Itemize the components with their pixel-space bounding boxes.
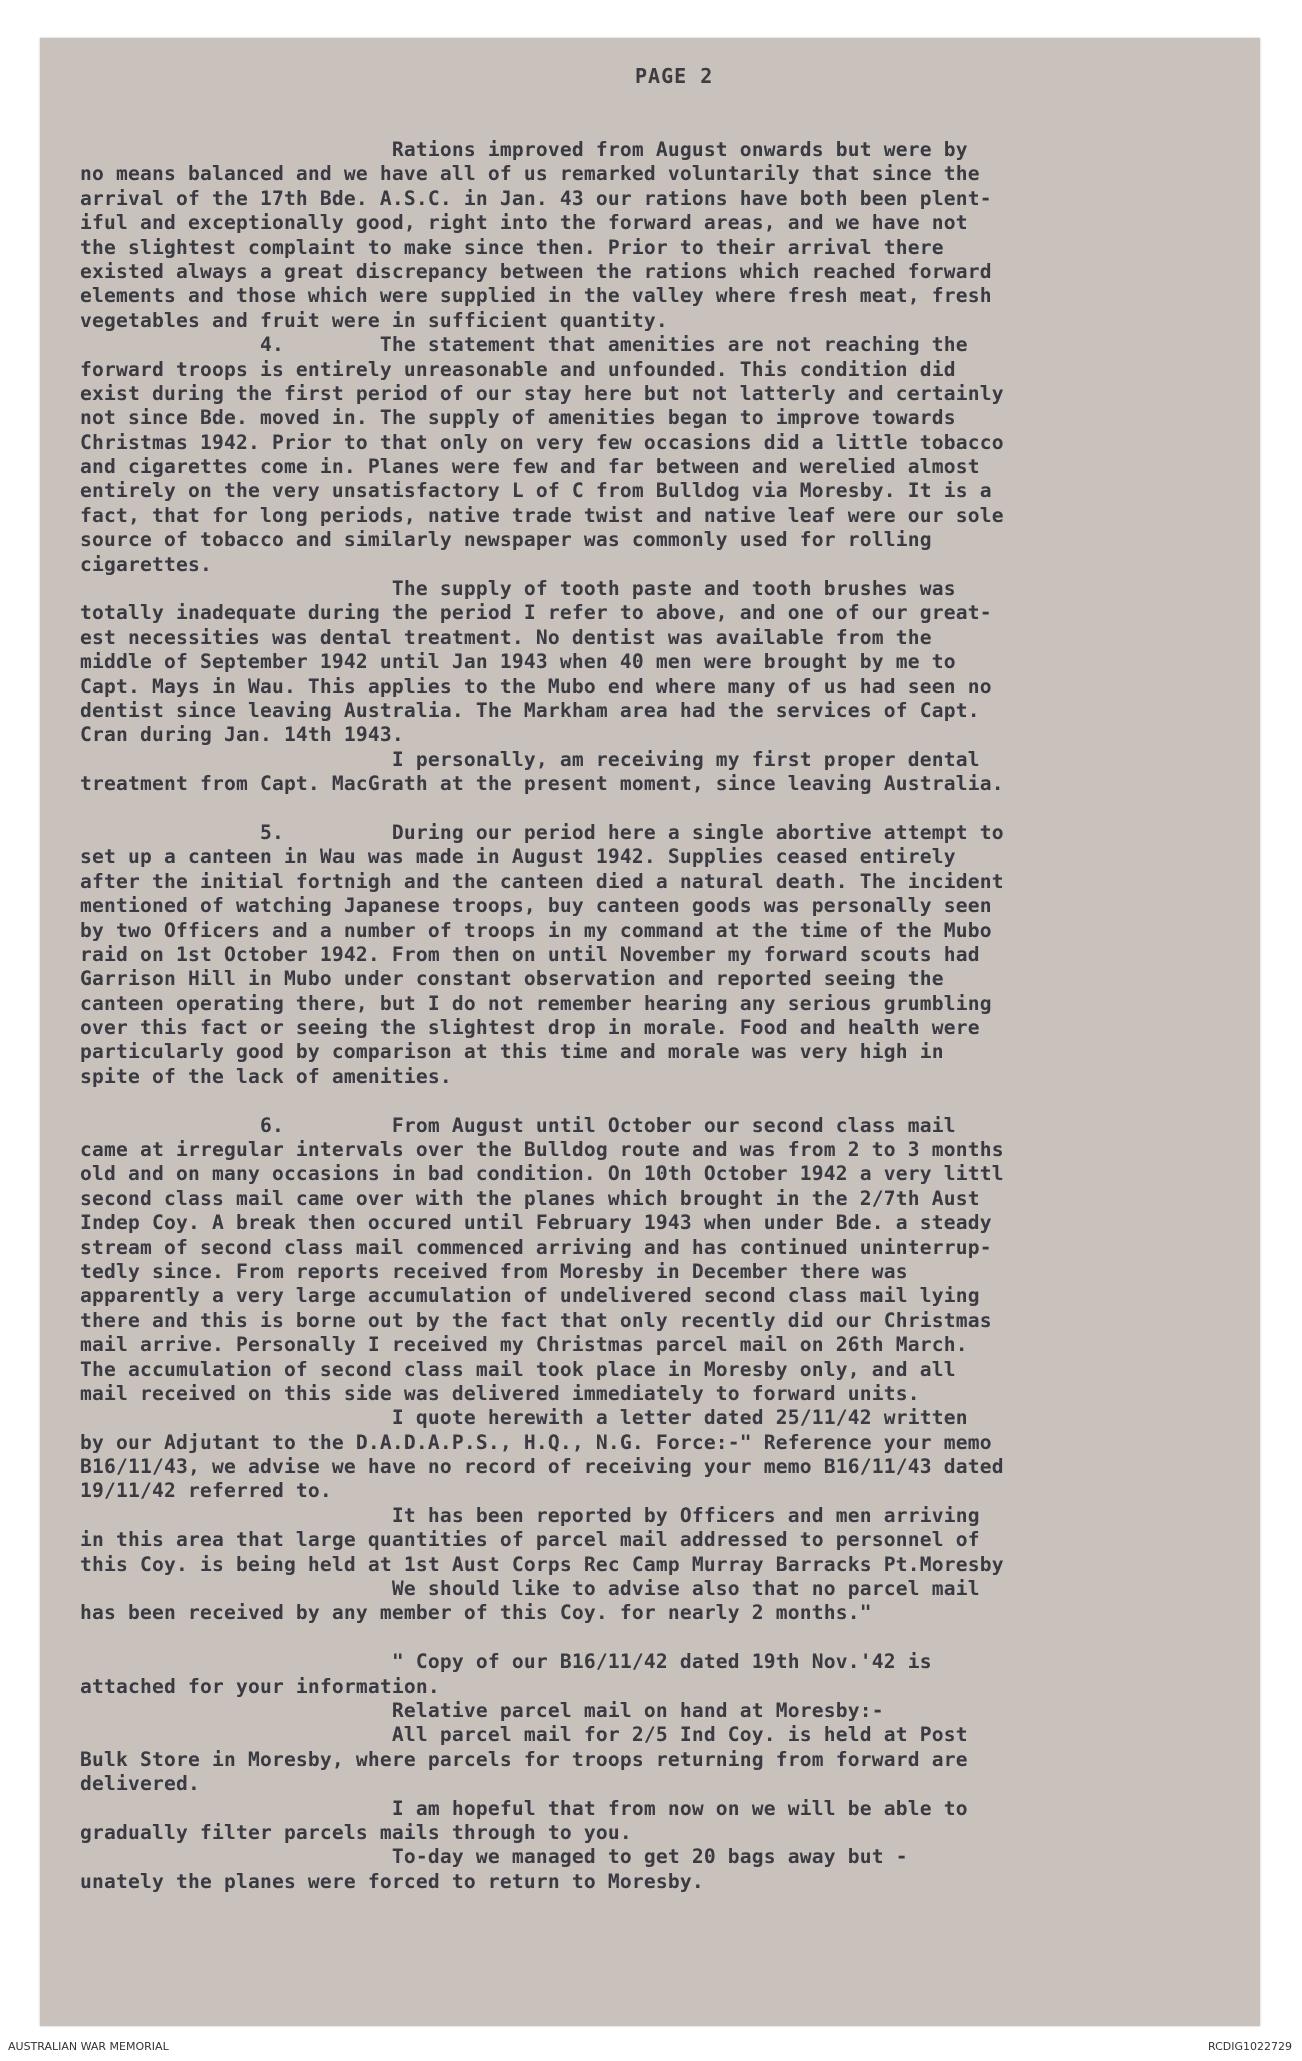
text-line: treatment from Capt. MacGrath at the present moment, since leaving Australia. [80, 772, 1004, 796]
text-line: 6. From August until October our second class mail [80, 1113, 956, 1137]
text-line: Garrison Hill in Mubo under constant observation and reported seeing the [80, 967, 944, 991]
text-line: raid on 1st October 1942. From then on until November my forward scouts had [80, 942, 980, 966]
text-line: est necessities was dental treatment. No dentist was available from the [80, 625, 932, 649]
text-line: existed always a great discrepancy between the rations which reached forward [80, 259, 992, 283]
text-line: Christmas 1942. Prior to that only on very few occasions did a little tobacco [80, 430, 1004, 454]
text-line [80, 797, 1245, 821]
text-line: fact, that for long periods, native trade twist and native leaf were our sole [80, 503, 1004, 527]
text-line: It has been reported by Officers and men arriving [80, 1503, 980, 1527]
text-line: came at irregular intervals over the Bulldog route and was from 2 to 3 months [80, 1138, 1004, 1162]
archive-credit: AUSTRALIAN WAR MEMORIAL [8, 2040, 169, 2053]
text-line: unately the planes were forced to return to Moresby. [80, 1869, 704, 1893]
text-line: I quote herewith a letter dated 25/11/42 written [80, 1406, 968, 1430]
text-line: old and on many occasions in bad condition. On 10th October 1942 a very littl [80, 1162, 1004, 1186]
text-line: mail received on this side was delivered immediately to forward units. [80, 1381, 920, 1405]
text-line: Cran during Jan. 14th 1943. [80, 723, 404, 747]
text-line: 19/11/42 referred to. [80, 1479, 332, 1503]
text-line [80, 1089, 1245, 1113]
text-line: stream of second class mail commenced arriving and has continued uninterrup- [80, 1235, 992, 1259]
text-line: has been received by any member of this Coy. for nearly 2 months." [80, 1601, 872, 1625]
text-line: I am hopeful that from now on we will be able to [80, 1796, 968, 1820]
text-line: B16/11/43, we advise we have no record of receiving your memo B16/11/43 dated [80, 1455, 1004, 1479]
archive-id: RCDIG1022729 [1207, 2040, 1292, 2053]
text-line: The accumulation of second class mail took place in Moresby only, and all [80, 1357, 956, 1381]
text-line: dentist since leaving Australia. The Markham area had the services of Capt. [80, 698, 980, 722]
text-line: the slightest complaint to make since then. Prior to their arrival there [80, 235, 944, 259]
text-line: Bulk Store in Moresby, where parcels for troops returning from forward are [80, 1747, 968, 1771]
text-line: attached for your information. [80, 1674, 440, 1698]
text-line: Rations improved from August onwards but were by [80, 138, 968, 161]
text-line: 4. The statement that amenities are not reaching the [80, 333, 968, 357]
text-line: Relative parcel mail on hand at Moresby:- [80, 1699, 884, 1722]
text-line: set up a canteen in Wau was made in August 1942. Supplies ceased entirely [80, 845, 956, 869]
text-line: gradually filter parcels mails through to you. [80, 1820, 632, 1844]
text-line: in this area that large quantities of parcel mail addressed to personnel of [80, 1528, 980, 1552]
text-line: arrival of the 17th Bde. A.S.C. in Jan. 43 our rations have both been plent- [80, 186, 992, 210]
text-line: by two Officers and a number of troops in my command at the time of the Mubo [80, 918, 992, 942]
text-line: by our Adjutant to the D.A.D.A.P.S., H.Q., N.G. Force:-" Reference your memo [80, 1430, 992, 1454]
text-line: exist during the first period of our stay here but not latterly and certainly [80, 381, 1004, 405]
text-line: vegetables and fruit were in sufficient quantity. [80, 308, 668, 332]
text-line: iful and exceptionally good, right into the forward areas, and we have not [80, 211, 968, 235]
document-page [40, 38, 1260, 2026]
text-line: elements and those which were supplied in the valley where fresh meat, fresh [80, 284, 992, 308]
text-line: To-day we managed to get 20 bags away but - [80, 1845, 908, 1869]
text-line: mentioned of watching Japanese troops, buy canteen goods was personally seen [80, 894, 992, 918]
text-line: source of tobacco and similarly newspaper was commonly used for rolling [80, 528, 932, 552]
text-line: after the initial fortnigh and the canteen died a natural death. The incident [80, 869, 1004, 893]
text-line: 5. During our period here a single abortive attempt to [80, 820, 1004, 844]
text-line: forward troops is entirely unreasonable and unfounded. This condition did [80, 357, 956, 381]
text-line: I personally, am receiving my first proper dental [80, 747, 980, 771]
text-line: this Coy. is being held at 1st Aust Corps Rec Camp Murray Barracks Pt.Moresby [80, 1552, 1004, 1576]
text-line: middle of September 1942 until Jan 1943 when 40 men were brought by me to [80, 650, 956, 674]
text-line: no means balanced and we have all of us remarked voluntarily that since the [80, 162, 980, 186]
text-line: spite of the lack of amenities. [80, 1064, 452, 1088]
text-line: mail arrive. Personally I received my Christmas parcel mail on 26th March. [80, 1333, 968, 1357]
typed-letter-body [80, 138, 1245, 1894]
text-line: Capt. Mays in Wau. This applies to the Mubo end where many of us had seen no [80, 674, 992, 698]
text-line: particularly good by comparison at this time and morale was very high in [80, 1040, 944, 1064]
text-line: and cigarettes come in. Planes were few and far between and werelied almost [80, 455, 980, 479]
text-line: entirely on the very unsatisfactory L of C from Bulldog via Moresby. It is a [80, 479, 992, 503]
text-line: The supply of tooth paste and tooth brushes was [80, 577, 956, 601]
text-line: " Copy of our B16/11/42 dated 19th Nov.'42 is [80, 1650, 932, 1674]
text-line: totally inadequate during the period I refer to above, and one of our great- [80, 601, 992, 625]
text-line: All parcel mail for 2/5 Ind Coy. is held at Post [80, 1723, 968, 1747]
text-line: Indep Coy. A break then occured until February 1943 when under Bde. a steady [80, 1211, 992, 1235]
text-line: canteen operating there, but I do not remember hearing any serious grumbling [80, 991, 992, 1015]
text-line: second class mail came over with the planes which brought in the 2/7th Aust [80, 1186, 980, 1210]
text-line: We should like to advise also that no parcel mail [80, 1577, 980, 1601]
text-line: delivered. [80, 1772, 200, 1796]
text-line: not since Bde. moved in. The supply of amenities began to improve towards [80, 406, 956, 430]
text-line: over this fact or seeing the slightest drop in morale. Food and health were [80, 1016, 980, 1040]
text-line: apparently a very large accumulation of undelivered second class mail lying [80, 1284, 980, 1308]
text-line [80, 1626, 1245, 1650]
text-line: cigarettes. [80, 552, 212, 576]
page-header: PAGE 2 [635, 64, 714, 88]
text-line: tedly since. From reports received from Moresby in December there was [80, 1259, 908, 1283]
text-line: there and this is borne out by the fact that only recently did our Christmas [80, 1308, 992, 1332]
